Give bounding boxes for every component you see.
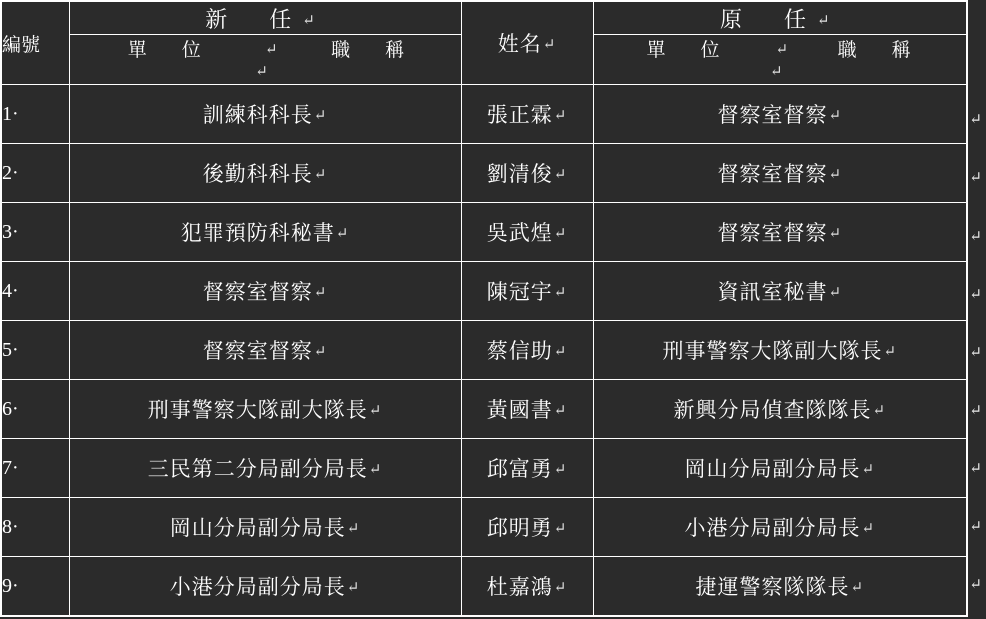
row-name [461,557,593,617]
paragraph-mark-icon: ↵ [313,167,328,183]
paragraph-mark-icon: ↵ [775,42,797,58]
table-row [1,380,967,439]
bullet-dot-icon: · [12,161,19,184]
row-number-value: 7 [2,456,12,479]
row-name-value: 蔡信助 [486,339,553,363]
row-name [461,380,593,439]
row-new-post [69,262,461,321]
paragraph-mark-icon: ↵ [883,344,898,360]
row-new-post-value: 訓練科科長 [202,103,313,127]
row-name [461,203,593,262]
paragraph-mark-icon: ↵ [969,519,982,535]
row-name-value: 吳武煌 [486,221,553,245]
paragraph-mark-icon: ↵ [969,170,982,186]
row-number-value: 9 [2,574,12,597]
row-original-post-value: 督察室督察 [717,103,828,127]
bullet-dot-icon: · [12,102,19,125]
row-number [1,203,69,262]
table-row [1,144,967,203]
header-original-sub [593,35,967,85]
row-new-post [69,321,461,380]
paragraph-mark-icon: ↵ [850,580,865,596]
bullet-dot-icon: · [12,279,19,302]
header-original-title-label: 職 稱 [837,40,919,61]
paragraph-mark-icon: ↵ [346,521,361,537]
row-number [1,557,69,617]
row-name [461,498,593,557]
header-number [1,1,69,85]
row-number [1,498,69,557]
row-new-post [69,557,461,617]
table-row [1,262,967,321]
row-name-value: 張正霖 [486,103,553,127]
paragraph-mark-icon: ↵ [313,108,328,124]
row-name-value: 杜嘉鴻 [486,575,553,599]
header-original-group-label: 原 任 [719,6,816,32]
header-name [461,1,593,85]
table-row [1,439,967,498]
row-new-post-value: 三民第二分局副分局長 [147,457,368,481]
table-row [1,498,967,557]
paragraph-mark-icon: ↵ [553,403,568,419]
row-new-post-value: 督察室督察 [202,339,313,363]
paragraph-mark-icon: ↵ [828,108,843,124]
paragraph-mark-icon: ↵ [264,42,286,58]
table-body [1,85,967,617]
row-original-post [593,203,967,262]
row-number-value: 2 [2,161,12,184]
row-name-value: 邱明勇 [486,516,553,540]
paragraph-mark-icon: ↵ [553,285,568,301]
bullet-dot-icon: · [12,338,19,361]
row-new-post-value: 岡山分局副分局長 [169,516,346,540]
paragraph-mark-icon: ↵ [302,12,325,29]
paragraph-mark-icon: ↵ [969,229,982,245]
header-original-unit-label: 單 位 [646,40,728,61]
table-row [1,203,967,262]
row-new-post-value: 刑事警察大隊副大隊長 [147,398,368,422]
paragraph-mark-icon: ↵ [553,108,568,124]
paragraph-mark-icon: ↵ [769,64,791,80]
row-name [461,439,593,498]
paragraph-mark-icon: ↵ [368,462,383,478]
row-original-post [593,557,967,617]
table-row [1,321,967,380]
row-original-post [593,380,967,439]
row-name [461,144,593,203]
header-new-unit-label: 單 位 [127,40,209,61]
row-number [1,144,69,203]
row-number [1,321,69,380]
row-number [1,439,69,498]
paragraph-mark-icon: ↵ [335,226,350,242]
row-number-value: 4 [2,279,12,302]
header-new-group [69,1,461,35]
header-new-group-label: 新 任 [205,6,302,32]
table-header [1,1,967,85]
row-name-value: 邱富勇 [486,457,553,481]
paragraph-mark-icon: ↵ [828,285,843,301]
header-new-sub [69,35,461,85]
paragraph-mark-icon: ↵ [553,462,568,478]
table-row [1,85,967,144]
bullet-dot-icon: · [12,456,19,479]
row-number-value: 6 [2,397,12,420]
row-original-post-value: 刑事警察大隊副大隊長 [662,339,883,363]
paragraph-mark-icon: ↵ [861,521,876,537]
row-original-post-value: 督察室督察 [717,221,828,245]
row-original-post-value: 督察室督察 [717,162,828,186]
row-number-value: 8 [2,515,12,538]
row-original-post [593,439,967,498]
row-new-post-value: 督察室督察 [202,280,313,304]
paragraph-mark-icon: ↵ [553,580,568,596]
paragraph-mark-icon: ↵ [816,12,840,29]
paragraph-mark-icon: ↵ [313,344,328,360]
row-name [461,85,593,144]
row-number-value: 1 [2,102,12,125]
row-new-post-value: 犯罪預防科秘書 [180,221,335,245]
row-original-post [593,144,967,203]
row-new-post [69,380,461,439]
paragraph-mark-icon: ↵ [969,112,982,128]
bullet-dot-icon: · [12,397,19,420]
row-new-post [69,144,461,203]
header-new-title-label: 職 稱 [331,40,413,61]
paragraph-mark-icon: ↵ [553,344,568,360]
paragraph-mark-icon: ↵ [346,580,361,596]
paragraph-mark-icon: ↵ [969,403,982,419]
row-number [1,380,69,439]
table-row [1,557,967,617]
row-name [461,262,593,321]
row-name [461,321,593,380]
row-original-post [593,262,967,321]
row-name-value: 陳冠宇 [486,280,553,304]
bullet-dot-icon: · [12,515,19,538]
paragraph-mark-icon: ↵ [969,345,982,361]
row-original-post-value: 新興分局偵查隊隊長 [673,398,872,422]
row-number-value: 3 [2,220,12,243]
paragraph-mark-icon: ↵ [969,577,982,593]
paragraph-mark-icon: ↵ [828,167,843,183]
header-name-label: 姓名 [497,32,542,56]
paragraph-mark-icon: ↵ [553,226,568,242]
paragraph-mark-icon: ↵ [969,461,982,477]
row-original-post [593,85,967,144]
header-number-label: 編號 [2,34,41,56]
row-number [1,262,69,321]
paragraph-mark-icon: ↵ [861,462,876,478]
row-new-post [69,85,461,144]
row-original-post-value: 小港分局副分局長 [684,516,861,540]
row-number [1,85,69,144]
paragraph-mark-icon: ↵ [872,403,887,419]
row-original-post-value: 捷運警察隊隊長 [695,575,850,599]
row-name-value: 黃國書 [486,398,553,422]
paragraph-mark-icon: ↵ [368,403,383,419]
row-new-post-value: 後勤科科長 [202,162,313,186]
table-header-row-group [1,1,967,35]
paragraph-mark-icon: ↵ [542,37,557,53]
row-new-post [69,439,461,498]
bullet-dot-icon: · [12,574,19,597]
row-name-value: 劉清俊 [486,162,553,186]
row-new-post [69,203,461,262]
row-original-post [593,321,967,380]
paragraph-mark-icon: ↵ [553,521,568,537]
row-original-post [593,498,967,557]
row-original-post-value: 資訊室秘書 [717,280,828,304]
row-new-post [69,498,461,557]
paragraph-mark-icon: ↵ [553,167,568,183]
paragraph-mark-icon: ↵ [828,226,843,242]
bullet-dot-icon: · [12,220,19,243]
row-number-value: 5 [2,338,12,361]
header-original-group [593,1,967,35]
row-original-post-value: 岡山分局副分局長 [684,457,861,481]
paragraph-mark-icon: ↵ [969,287,982,303]
paragraph-mark-icon: ↵ [313,285,328,301]
row-new-post-value: 小港分局副分局長 [169,575,346,599]
paragraph-mark-icon: ↵ [255,64,276,80]
